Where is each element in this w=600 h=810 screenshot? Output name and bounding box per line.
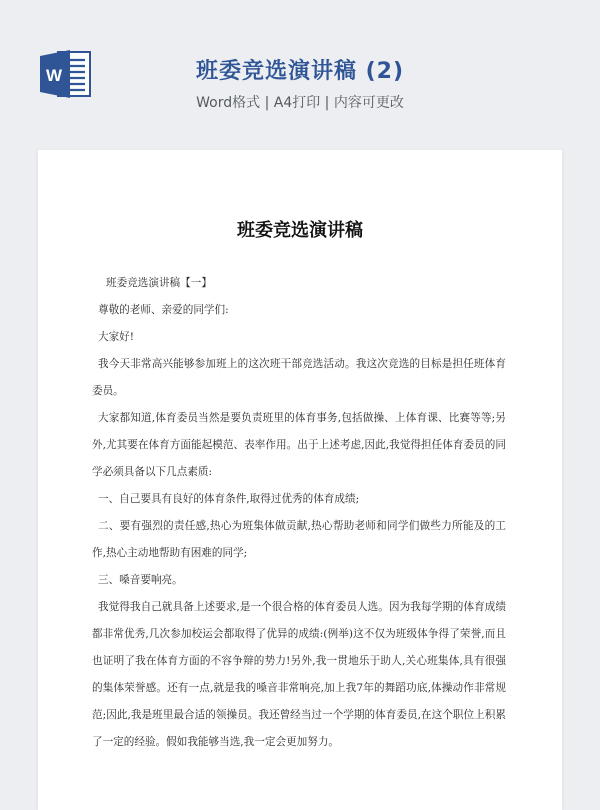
- page-header: [0, 0, 600, 150]
- word-icon-letter: W: [45, 66, 63, 85]
- paragraph: 一、自己要具有良好的体育条件,取得过优秀的体育成绩;: [98, 493, 360, 505]
- paragraph: 班委竞选演讲稿【一】: [106, 277, 212, 289]
- page-title: 班委竞选演讲稿 (2): [195, 59, 405, 84]
- document-body: [92, 270, 506, 756]
- paragraph: 大家都知道,体育委员当然是要负责班里的体育事务,包括做操、上体育课、比赛等等;另外,尤其要在体育方面能起模范、表率作用。出于上述考虑,因此,我觉得担任体育委员的同学必须具备以下几点素质:: [92, 412, 506, 478]
- paragraph: 三、嗓音要响亮。: [98, 574, 183, 586]
- document-title: 班委竞选演讲稿: [237, 220, 363, 241]
- paragraph: 二、要有强烈的责任感,热心为班集体做贡献,热心帮助老师和同学们做些力所能及的工作,热心主动地帮助有困难的同学;: [92, 520, 506, 559]
- paragraph: 我觉得我自己就具备上述要求,是一个很合格的体育委员人选。因为我每学期的体育成绩都非常优秀,几次参加校运会都取得了优异的成绩:(例举)这不仅为班级体争得了荣誉,而且也证明了我在体育方面的不容争辩的势力!另外,我一贯地乐于助人,关心班集体,具有很强的集体荣誉感。还有一点,就是我的嗓音非常响亮,加上我7年的舞蹈功底,体操动作非常规范;因此,我是班里最合适的领操员。我还曾经当过一个学期的体育委员,在这个职位上积累了一定的经验。假如我能够当选,我一定会更加努力。: [92, 601, 506, 748]
- page-subtitle: Word格式 | A4打印 | 内容可更改: [196, 95, 404, 111]
- paragraph: 大家好!: [98, 331, 135, 343]
- paragraph: 尊敬的老师、亲爱的同学们:: [98, 304, 229, 316]
- document-page: [38, 150, 562, 810]
- paragraph: 我今天非常高兴能够参加班上的这次班干部竞选活动。我这次竞选的目标是担任班体育委员。: [92, 358, 506, 397]
